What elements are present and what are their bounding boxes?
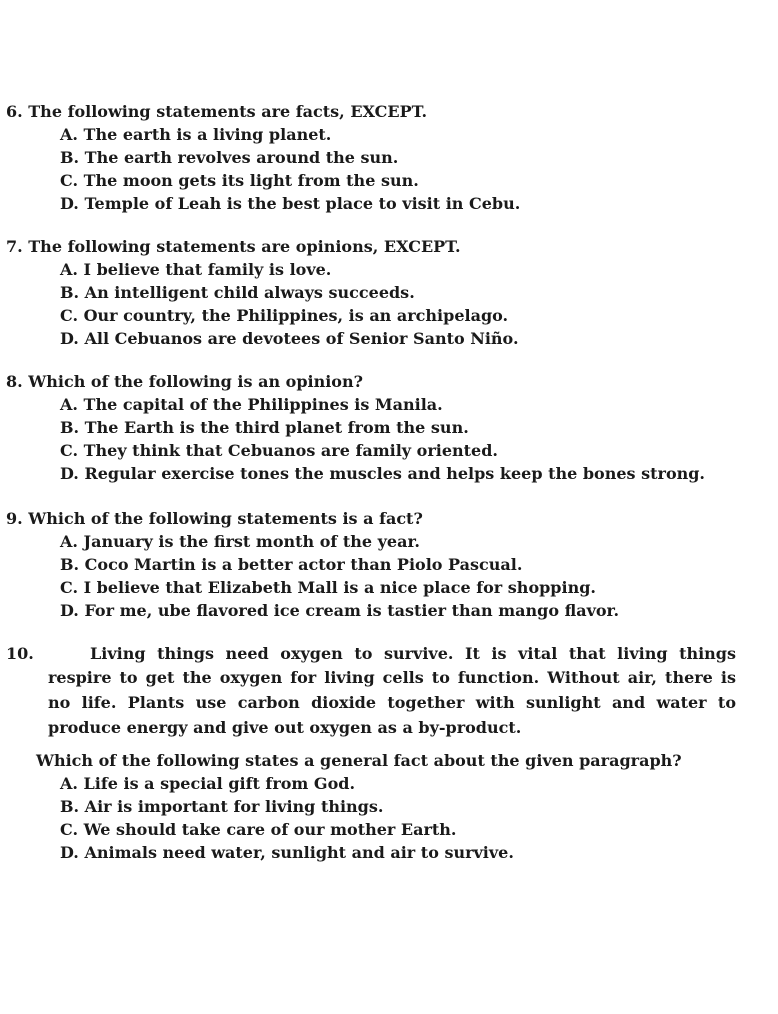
choice-c: C. They think that Cebuanos are family oriented.	[60, 441, 498, 460]
choice-d: D. Temple of Leah is the best place to visit in Cebu.	[60, 194, 521, 213]
choice-d: D. Animals need water, sunlight and air to survive.	[60, 843, 514, 862]
choice-list	[6, 772, 746, 864]
choice-b: B. The earth revolves around the sun.	[60, 148, 399, 167]
choice-a: A. The earth is a living planet.	[60, 125, 332, 144]
choice-a: A. I believe that family is love.	[60, 260, 332, 279]
question-stem: 9. Which of the following statements is a fact?	[6, 509, 423, 528]
question-stem: 6. The following statements are facts, EXCEPT.	[6, 102, 428, 121]
question-stem: 7. The following statements are opinions, EXCEPT.	[6, 237, 461, 256]
choice-d: D. Regular exercise tones the muscles and helps keep the bones strong.	[60, 464, 705, 483]
choice-b: B. Air is important for living things.	[60, 797, 384, 816]
question-6	[6, 101, 746, 215]
choice-a: A. January is the first month of the year.	[60, 532, 420, 551]
choice-d: D. All Cebuanos are devotees of Senior Santo Niño.	[60, 329, 519, 348]
choice-a: A. The capital of the Philippines is Manila.	[60, 395, 443, 414]
choice-list	[6, 258, 746, 350]
paragraph-first-line	[6, 643, 746, 665]
choice-c: C. The moon gets its light from the sun.	[60, 171, 419, 190]
choice-list	[6, 123, 746, 215]
choice-b: B. An intelligent child always succeeds.	[60, 283, 415, 302]
choice-d: D. For me, ube flavored ice cream is tastier than mango flavor.	[60, 601, 620, 620]
question-number: 10.	[6, 644, 34, 663]
question-7	[6, 236, 746, 350]
choice-list	[6, 530, 746, 622]
choice-b: B. Coco Martin is a better actor than Piolo Pascual.	[60, 555, 523, 574]
question-8	[6, 371, 746, 485]
question-10	[6, 643, 746, 864]
question-stem: Which of the following states a general fact about the given paragraph?	[36, 751, 682, 770]
choice-c: C. I believe that Elizabeth Mall is a nice place for shopping.	[60, 578, 596, 597]
question-9	[6, 508, 746, 622]
paragraph-line: Living things need oxygen to survive. It is vital that living things	[90, 644, 736, 663]
choice-a: A. Life is a special gift from God.	[60, 774, 356, 793]
choice-c: C. We should take care of our mother Earth.	[60, 820, 457, 839]
choice-list	[6, 393, 746, 485]
question-stem: 8. Which of the following is an opinion?	[6, 372, 363, 391]
paragraph-line: produce energy and give out oxygen as a by-product.	[48, 718, 522, 737]
paragraph-line: respire to get the oxygen for living cells to function. Without air, there is	[48, 668, 736, 687]
choice-c: C. Our country, the Philippines, is an archipelago.	[60, 306, 509, 325]
choice-b: B. The Earth is the third planet from the sun.	[60, 418, 469, 437]
paragraph-line: no life. Plants use carbon dioxide together with sunlight and water to	[48, 693, 736, 712]
